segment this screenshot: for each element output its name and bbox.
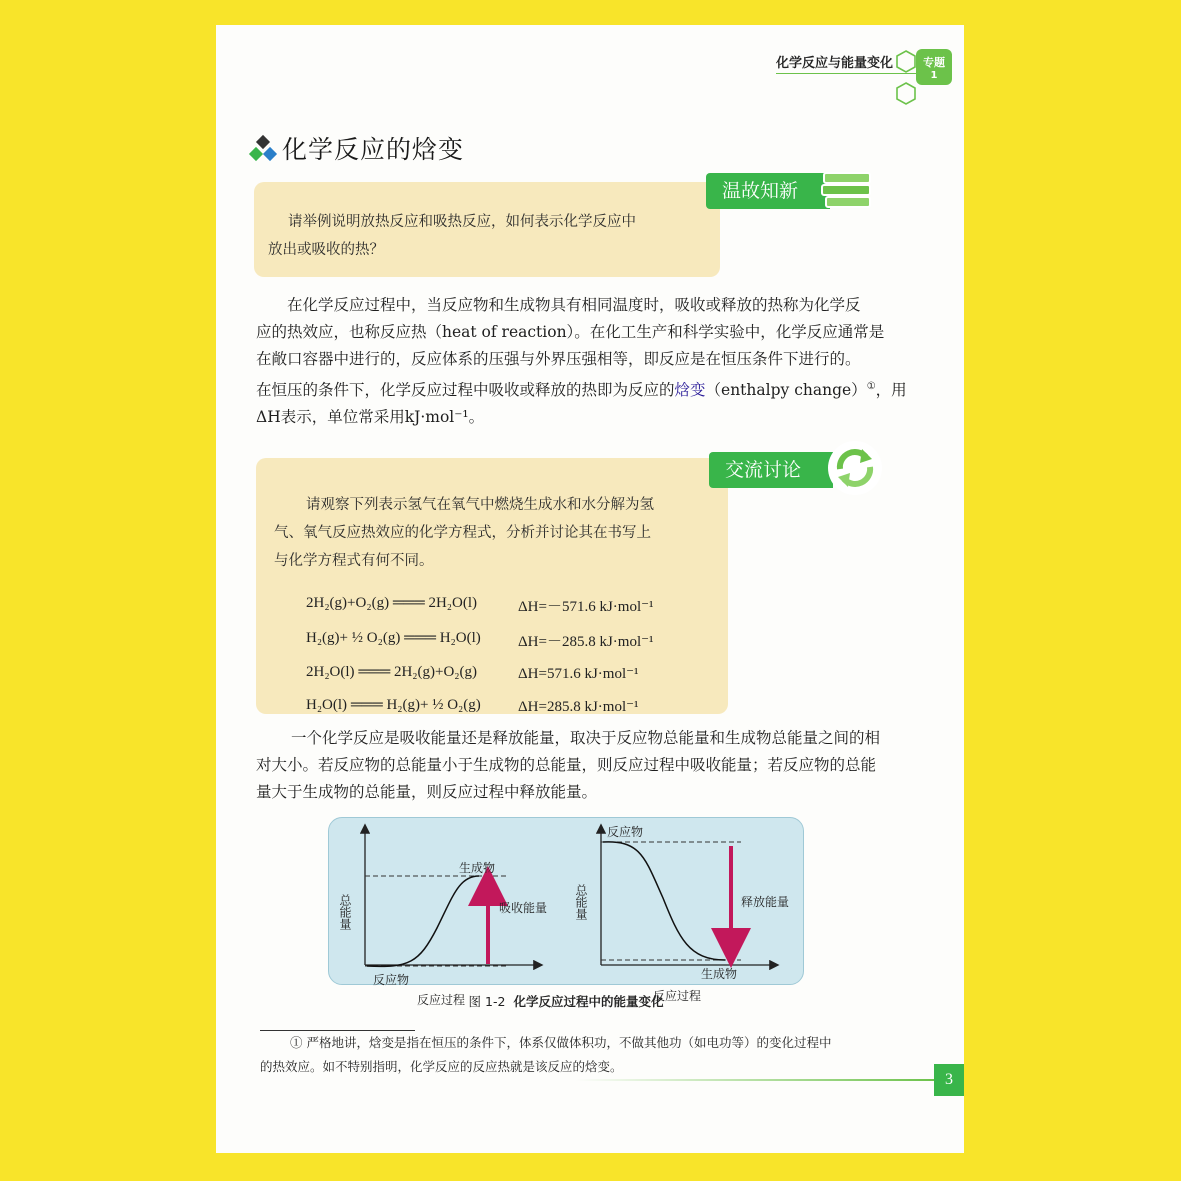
figure-number: 图 1-2 [468,994,506,1009]
section-cubes-icon [250,137,276,161]
equation-3-dh: ΔH=571.6 kJ·mol⁻¹ [518,666,639,682]
left-x-label: 反应过程 [417,993,466,1007]
p2-line-2: 对大小。若反应物的总能量小于生成物的总能量，则反应过程中吸收能量；若反应物的总能 [256,756,877,774]
right-top-label: 反应物 [607,825,644,839]
footnote-line-2: 的热效应。如不特别指明，化学反应的反应热就是该反应的焓变。 [260,1059,623,1074]
p1-line-4e: ，用 [875,381,907,400]
release-label: 释放能量 [741,895,790,909]
equation-3: 2H₂O(l) ═══ 2H₂(g)+O₂(g) [306,664,478,680]
page-number: 3 [934,1064,964,1096]
review-box [254,182,720,277]
equation-1-dh: ΔH=－571.6 kJ·mol⁻¹ [518,599,654,615]
intro-paragraph [256,292,912,431]
p2-line-3: 量大于生成物的总能量，则反应过程中释放能量。 [256,783,598,801]
figure-caption-text: 化学反应过程中的能量变化 [513,994,664,1009]
footnote-line-1: ① 严格地讲，焓变是指在恒压的条件下，体系仅做体积功，不做其他功（如电功等）的变化过程中 [290,1035,832,1050]
discussion-tag-label: 交流讨论 [725,459,802,481]
page-number-rule [576,1079,936,1081]
energy-paragraph [256,725,912,806]
section-title: 化学反应的焓变 [282,135,465,164]
discussion-line-2: 气、氧气反应热效应的化学方程式，分析并讨论其在书写上 [274,525,651,541]
equation-4-rhs: H₂(g)+ ½ O₂(g) [386,697,481,713]
right-energy-curve [603,842,725,960]
review-tag-label: 温故知新 [722,180,799,202]
badge-number: 1 [930,70,938,81]
textbook-page [216,25,964,1153]
p1-line-2: 应的热效应，也称反应热（heat of reaction）。在化工生产和科学实验中，化学反应通常是 [256,323,885,341]
right-bottom-label: 生成物 [701,967,738,981]
hexagon-decoration-icon [894,49,918,109]
equation-2: H₂(g)+ ½ O₂(g) ═══ H₂O(l) [306,630,481,646]
equation-1-rhs: 2H₂O(l) [428,595,478,611]
chapter-badge [916,49,952,85]
recycle-arrows-icon [826,439,884,497]
books-icon [820,167,876,213]
equation-2-dh: ΔH=－285.8 kJ·mol⁻¹ [518,634,654,650]
equation-4-dh: ΔH=285.8 kJ·mol⁻¹ [518,699,639,715]
p1-line-5: ΔH表示，单位常采用kJ·mol⁻¹。 [256,408,485,427]
review-line-1: 请举例说明放热反应和吸热反应，如何表示化学反应中 [288,214,636,230]
p1-line-4c: （enthalpy change） [705,381,867,400]
review-line-2: 放出或吸收的热？ [268,242,384,258]
figure-caption [216,992,916,1010]
p1-line-3: 在敞口容器中进行的，反应体系的压强与外界压强相等，即反应是在恒压条件下进行的。 [256,350,861,368]
equation-4: H₂O(l) ═══ H₂(g)+ ½ O₂(g) [306,697,481,713]
p1-line-1: 在化学反应过程中，当反应物和生成物具有相同温度时，吸收或释放的热称为化学反 [287,296,861,314]
equation-3-rhs: 2H₂(g)+O₂(g) [393,664,478,680]
footnote [260,1031,916,1079]
chapter-title: 化学反应与能量变化 [776,56,894,71]
equation-3-lhs: 2H₂O(l) [306,664,355,680]
discussion-line-3: 与化学方程式有何不同。 [274,553,434,569]
equation-1-lhs: 2H₂(g)+O₂(g) [306,595,390,611]
right-x-label: 反应过程 [653,989,702,1003]
right-y-label: 总能量 [574,884,588,920]
equation-2-rhs: H₂O(l) [439,630,481,646]
discussion-line-1: 请观察下列表示氢气在氧气中燃烧生成水和水分解为氢 [306,497,654,513]
discussion-box [256,458,728,714]
badge-label: 专题 [923,56,945,69]
p2-line-1: 一个化学反应是吸收能量还是释放能量，取决于反应物总能量和生成物总能量之间的相 [291,729,881,747]
absorb-label: 吸收能量 [499,901,548,915]
footnote-ref: ① [866,381,876,392]
left-top-label: 生成物 [459,861,496,875]
left-y-label: 总能量 [338,894,352,930]
equation-1: 2H₂(g)+O₂(g) ═══ 2H₂O(l) [306,595,478,611]
left-bottom-label: 反应物 [373,973,410,987]
p1-line-4 [256,373,912,404]
equation-2-lhs: H₂(g)+ ½ O₂(g) [306,630,401,646]
left-energy-curve [367,876,479,966]
discussion-tag [709,452,833,488]
p1-line-4a: 在恒压的条件下，化学反应过程中吸收或释放的热即为反应的 [256,381,675,400]
equation-4-lhs: H₂O(l) [306,697,348,713]
review-tag [706,173,830,209]
enthalpy-term: 焓变 [674,381,706,400]
